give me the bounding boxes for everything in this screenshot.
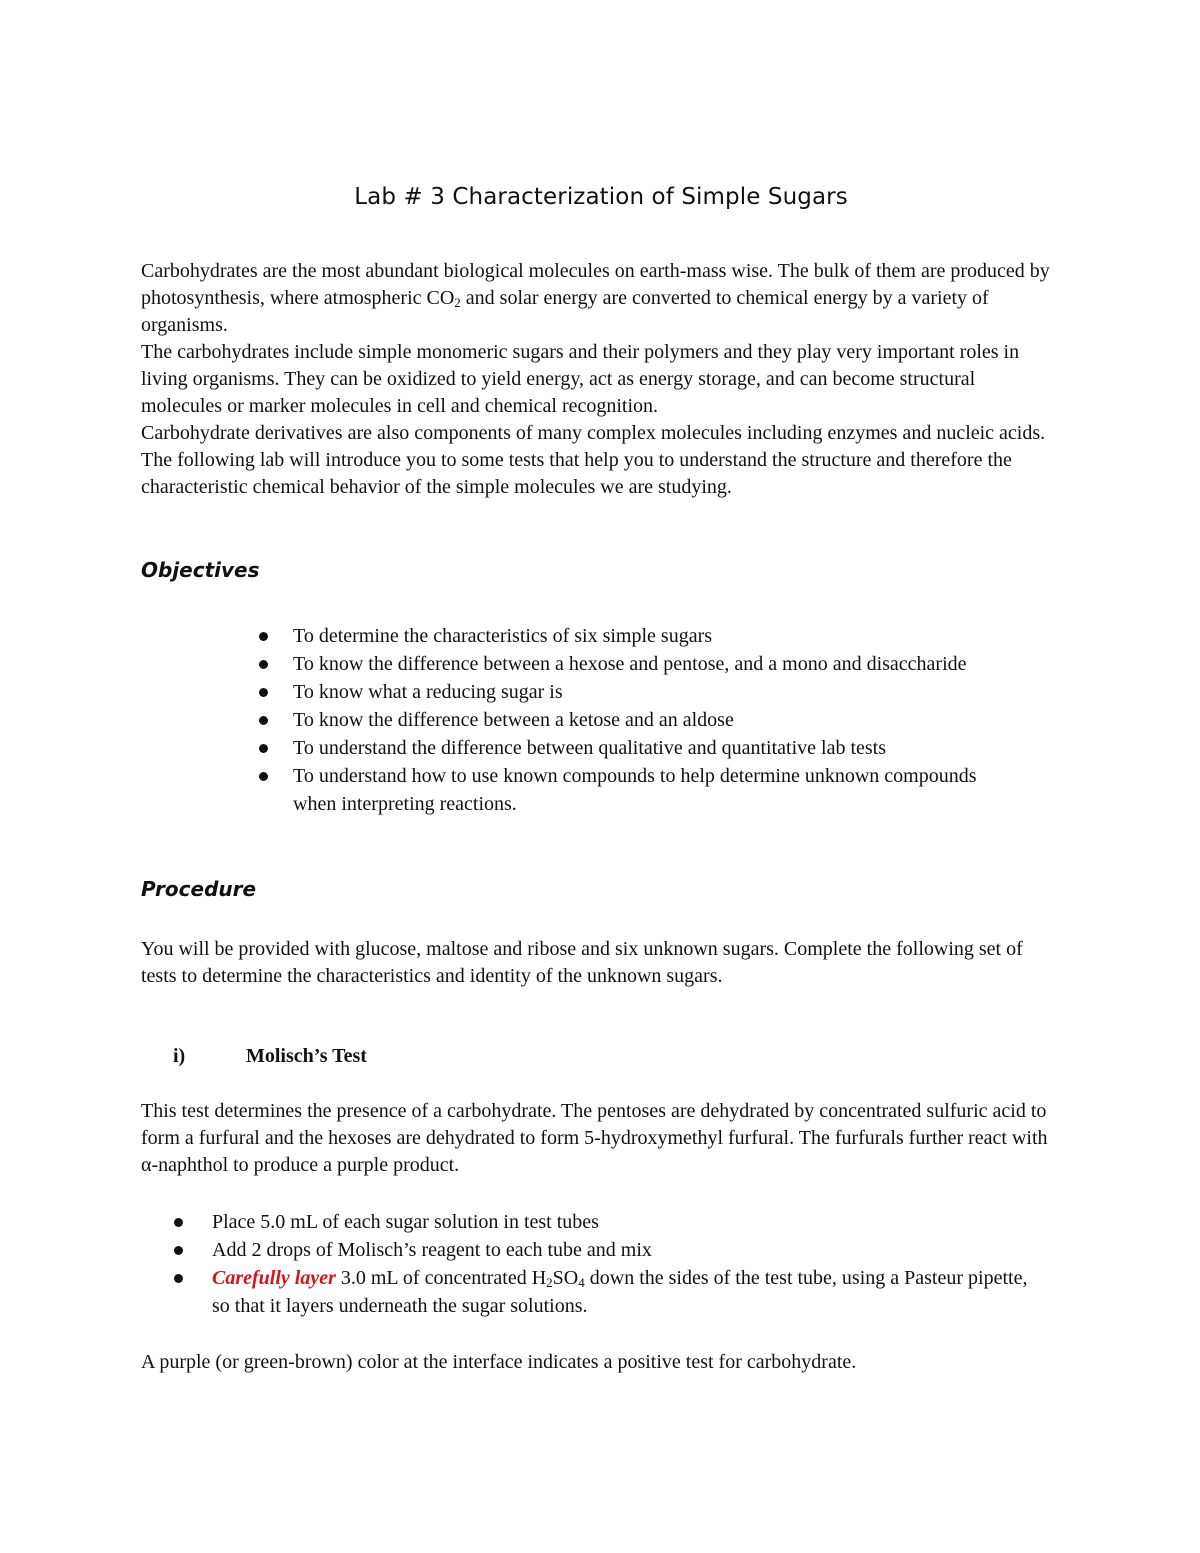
section-number: i) bbox=[173, 1045, 186, 1067]
list-item-text: To know the difference between a ketose and an aldose bbox=[293, 709, 734, 731]
list-item bbox=[293, 678, 1013, 706]
co2-subscript: 2 bbox=[454, 295, 461, 310]
page-title: Lab # 3 Characterization of Simple Sugars bbox=[354, 184, 848, 210]
bullet-icon bbox=[174, 1274, 183, 1283]
list-item-text: To understand the difference between qualitative and quantitative lab tests bbox=[293, 737, 887, 759]
intro-paragraph-3: Carbohydrate derivatives are also components of many complex molecules including enzymes and nucleic acids. bbox=[141, 422, 1046, 444]
list-item-text: 3.0 mL of concentrated H bbox=[335, 1267, 547, 1289]
intro-paragraph-4: The following lab will introduce you to some tests that help you to understand the structure and therefore the characteristic chemical behavior of the simple molecules we are studying. bbox=[141, 449, 1012, 498]
list-item-text: Place 5.0 mL of each sugar solution in test tubes bbox=[212, 1211, 599, 1233]
list-item bbox=[293, 622, 1013, 650]
list-item bbox=[212, 1236, 1042, 1264]
list-item bbox=[293, 734, 1013, 762]
intro-p1-part-b: and solar energy are converted to chemical energy by a variety of organisms. bbox=[141, 287, 989, 336]
intro-paragraph-2: The carbohydrates include simple monomeric sugars and their polymers and they play very important roles in living organisms. They can be oxidized to yield energy, act as energy storage, and can become structural molecules or marker molecules in cell and chemical recognition. bbox=[141, 341, 1020, 417]
bullet-icon bbox=[174, 1218, 183, 1227]
emphasis-text: Carefully layer bbox=[212, 1267, 336, 1289]
bullet-icon bbox=[259, 632, 268, 641]
list-item-text: SO bbox=[552, 1267, 579, 1289]
procedure-paragraph: You will be provided with glucose, maltose and ribose and six unknown sugars. Complete the following set of tests to determine the characteristics and identity of the unknown sugars. bbox=[141, 938, 1023, 987]
list-item bbox=[293, 762, 1013, 818]
bullet-icon bbox=[259, 744, 268, 753]
bullet-icon bbox=[259, 660, 268, 669]
list-item-text: Add 2 drops of Molisch’s reagent to each tube and mix bbox=[212, 1239, 652, 1261]
objectives-list bbox=[293, 622, 1013, 818]
molisch-description: This test determines the presence of a carbohydrate. The pentoses are dehydrated by concentrated sulfuric acid to form a furfural and the hexoses are dehydrated to form 5-hydroxymethyl furfural. The furfurals further react with α-naphthol to produce a purple product. bbox=[141, 1100, 1048, 1176]
bullet-icon bbox=[259, 716, 268, 725]
list-item-text: To know the difference between a hexose and pentose, and a mono and disaccharide bbox=[293, 653, 967, 675]
intro-p1-part-a: Carbohydrates are the most abundant biological molecules on earth-mass wise. The bulk of them are produced by photosynthesis, where atmospheric CO bbox=[141, 260, 1050, 309]
intro-paragraph-1 bbox=[141, 258, 1061, 339]
section-title-molisch: Molisch’s Test bbox=[246, 1045, 367, 1067]
list-item bbox=[293, 650, 1013, 678]
procedure-heading: Procedure bbox=[141, 877, 257, 901]
bullet-icon bbox=[259, 772, 268, 781]
list-item-text: To know what a reducing sugar is bbox=[293, 681, 563, 703]
molisch-steps-list bbox=[212, 1208, 1042, 1320]
h2so4-subscript-2: 2 bbox=[546, 1275, 553, 1290]
list-item-text: To understand how to use known compounds to help determine unknown compounds when interpreting reactions. bbox=[293, 765, 977, 815]
list-item-text: down the sides of the test tube, using a Pasteur pipette, so that it layers underneath the sugar solutions. bbox=[212, 1267, 1028, 1317]
list-item bbox=[293, 706, 1013, 734]
bullet-icon bbox=[259, 688, 268, 697]
list-item bbox=[212, 1208, 1042, 1236]
objectives-heading: Objectives bbox=[141, 558, 260, 582]
list-item-text: To determine the characteristics of six simple sugars bbox=[293, 625, 713, 647]
molisch-conclusion: A purple (or green-brown) color at the interface indicates a positive test for carbohydrate. bbox=[141, 1351, 857, 1373]
h2so4-subscript-4: 4 bbox=[578, 1275, 585, 1290]
intro-section bbox=[141, 258, 1061, 501]
list-item bbox=[212, 1264, 1042, 1320]
bullet-icon bbox=[174, 1246, 183, 1255]
